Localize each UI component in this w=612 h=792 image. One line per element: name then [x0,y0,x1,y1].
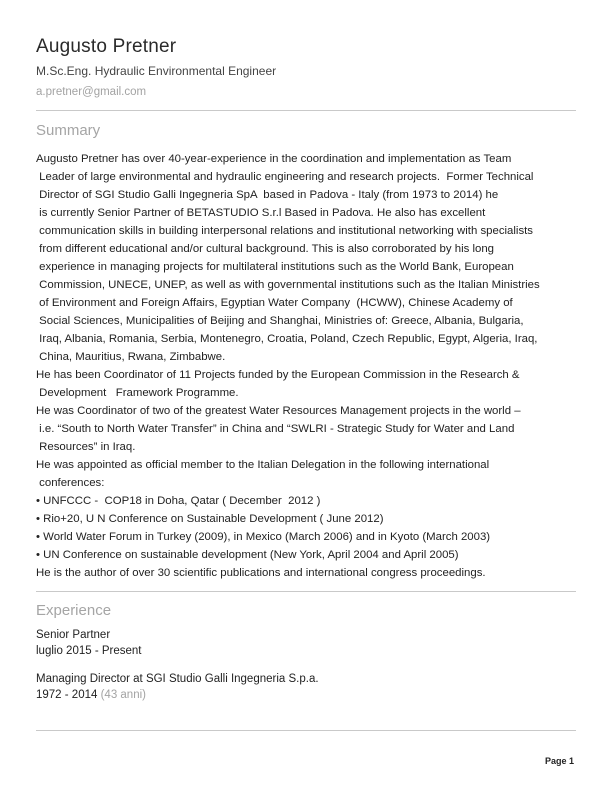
position-entry [36,627,141,659]
summary-line: Commission, UNECE, UNEP, as well as with governmental institutions such as the Italian Ministries [36,279,540,291]
position-title: Managing Director at SGI Studio Galli Ingegneria S.p.a. [36,673,319,685]
email-link[interactable]: a.pretner@gmail.com [36,86,147,98]
summary-line: Director of SGI Studio Galli Ingegneria SpA based in Padova - Italy (from 1973 to 2014) he [36,189,499,201]
summary-line: i.e. “South to North Water Transfer” in China and “SWLRI - Strategic Study for Water and Land [36,423,515,435]
summary-line: of Environment and Foreign Affairs, Egyptian Water Company (HCWW), Chinese Academy of [36,297,513,309]
summary-line: is currently Senior Partner of BETASTUDIO S.r.l Based in Padova. He also has excellent [36,207,486,219]
summary-line: He was Coordinator of two of the greatest Water Resources Management projects in the world – [36,405,521,417]
summary-line: experience in managing projects for multilateral institutions such as the World Bank, European [36,261,514,273]
headline: M.Sc.Eng. Hydraulic Environmental Engineer [36,64,277,78]
summary-bullet: • UNFCCC - COP18 in Doha, Qatar ( December 2012 ) [36,495,321,507]
position-date-range: luglio 2015 - Present [36,645,142,657]
summary-bullet: • Rio+20, U N Conference on Sustainable Development ( June 2012) [36,513,384,525]
summary-line: Social Sciences, Municipalities of Beijing and Shanghai, Ministries of: Greece, Albania, Bulgaria, [36,315,524,327]
divider [36,591,576,592]
summary-heading: Summary [36,122,101,139]
person-name: Augusto Pretner [36,36,177,57]
summary-line: Resources” in Iraq. [36,441,136,453]
summary-line: from different educational and/or cultural background. This is also corroborated by his long [36,243,494,255]
position-date-range: 1972 - 2014 [36,689,98,701]
position-duration: (43 anni) [100,689,146,701]
summary-line: conferences: [36,477,105,489]
summary-line: Augusto Pretner has over 40-year-experience in the coordination and implementation as Team [36,153,512,165]
summary-body [36,150,581,582]
divider [36,730,576,731]
summary-line: Leader of large environmental and hydraulic engineering and research projects. Former Technical [36,171,534,183]
page-number: Page 1 [544,756,574,766]
summary-bullet: • World Water Forum in Turkey (2009), in Mexico (March 2006) and in Kyoto (March 2003) [36,531,491,543]
summary-line: He was appointed as official member to the Italian Delegation in the following international [36,459,490,471]
summary-line: He has been Coordinator of 11 Projects funded by the European Commission in the Research & [36,369,520,381]
summary-line: Development Framework Programme. [36,387,239,399]
position-dates [36,687,319,703]
experience-heading: Experience [36,602,112,619]
position-entry [36,671,319,703]
summary-line: communication skills in building interpersonal relations and institutional networking with specialists [36,225,534,237]
position-title: Senior Partner [36,629,111,641]
summary-line: China, Mauritius, Rwana, Zimbabwe. [36,351,226,363]
position-dates [36,643,141,659]
summary-bullet: • UN Conference on sustainable development (New York, April 2004 and April 2005) [36,549,459,561]
divider [36,110,576,111]
summary-line: Iraq, Albania, Romania, Serbia, Montenegro, Croatia, Poland, Czech Republic, Egypt, Algeria, Iraq, [36,333,538,345]
summary-line: He is the author of over 30 scientific publications and international congress proceedings. [36,567,486,579]
